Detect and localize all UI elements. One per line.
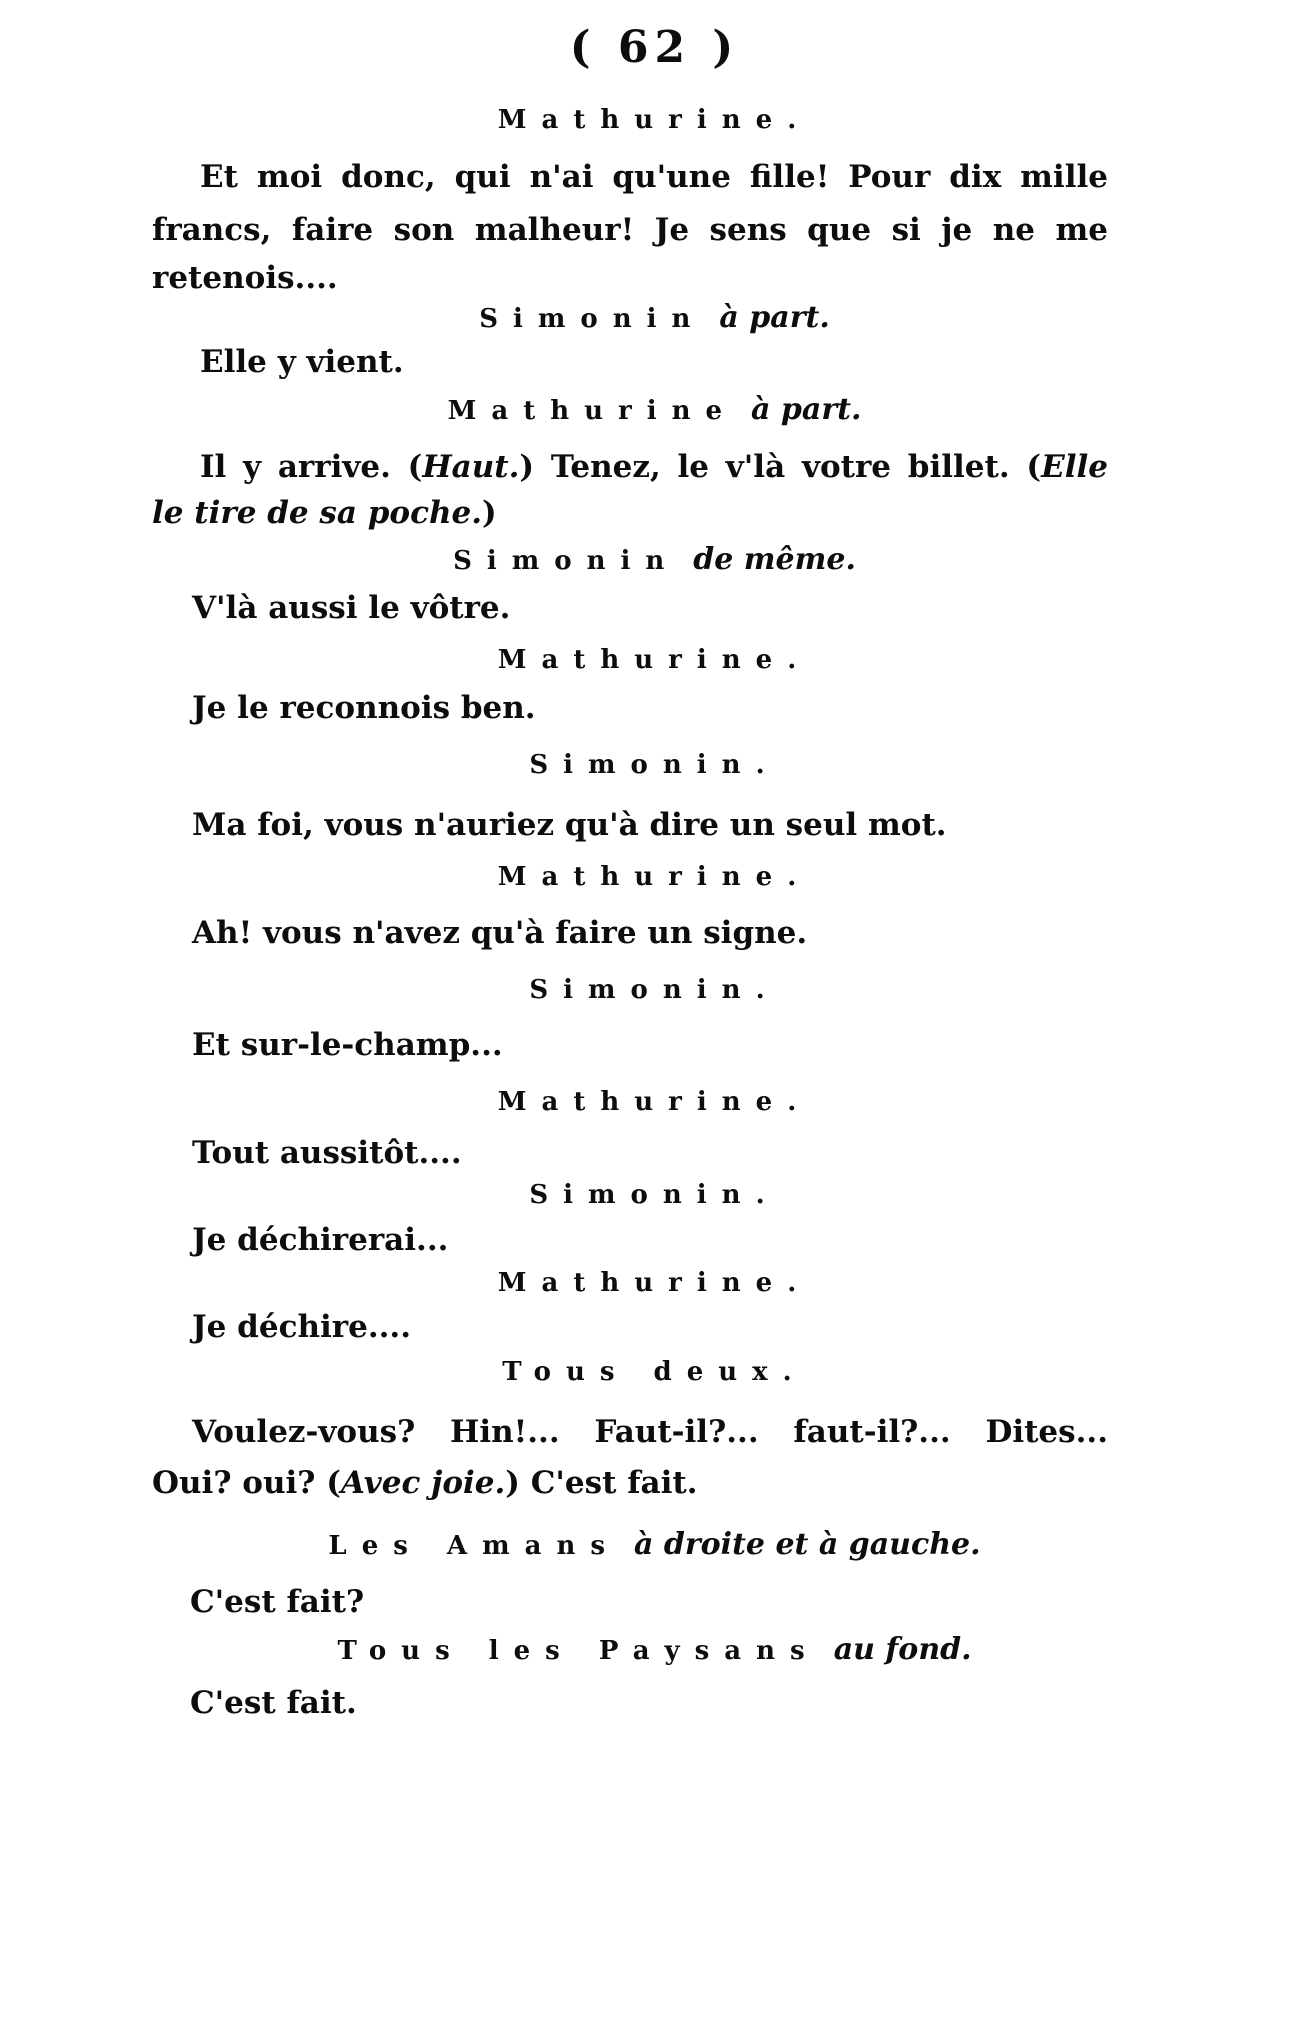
stage-direction: de même.	[693, 542, 856, 577]
speaker-heading: Mathurine.	[497, 862, 812, 892]
speaker-heading: Mathurine.	[497, 1087, 812, 1117]
speaker-heading: Simonin.	[529, 750, 780, 780]
speaker-heading: Mathurine.	[497, 645, 812, 675]
speaker-heading: Simonin.	[529, 1180, 780, 1210]
speaker-name: Les Amans	[328, 1531, 620, 1561]
dialogue-line: Je déchirerai...	[192, 1222, 449, 1258]
speaker-heading	[0, 1525, 1309, 1566]
speaker-name: Tous les Paysans	[337, 1636, 820, 1666]
dialogue-line: Ma foi, vous n'auriez qu'à dire un seul mot.	[192, 807, 947, 843]
dialogue-line: Il y arrive. (Haut.) Tenez, le v'là votre billet. (Elle	[200, 449, 1108, 485]
dialogue-line: Je déchire....	[192, 1309, 411, 1345]
dialogue-line: Et moi donc, qui n'ai qu'une fille! Pour dix mille	[200, 159, 1108, 195]
speaker-name: Simonin	[453, 546, 680, 576]
dialogue-line: Je le reconnois ben.	[192, 690, 536, 726]
dialogue-line: C'est fait?	[190, 1584, 365, 1620]
dialogue-line: Elle y vient.	[200, 344, 404, 380]
speaker-name: Mathurine	[447, 396, 738, 426]
stage-direction: au fond.	[833, 1632, 972, 1667]
dialogue-line: le tire de sa poche.)	[152, 495, 497, 531]
dialogue-line: Oui? oui? (Avec joie.) C'est fait.	[152, 1465, 698, 1501]
dialogue-line: Et sur-le-champ...	[192, 1027, 503, 1063]
stage-direction: à part.	[751, 392, 862, 427]
stage-direction: à droite et à gauche.	[634, 1527, 981, 1562]
dialogue-line: retenois....	[152, 260, 338, 296]
speaker-heading: Mathurine.	[497, 105, 812, 135]
dialogue-line: V'là aussi le vôtre.	[192, 590, 511, 626]
dialogue-line: Voulez-vous? Hin!... Faut-il?... faut-il?... Dites...	[192, 1414, 1108, 1450]
speaker-heading: Mathurine.	[497, 1268, 812, 1298]
speaker-heading	[0, 298, 1309, 339]
dialogue-line: Tout aussitôt....	[192, 1135, 462, 1171]
speaker-heading	[0, 540, 1309, 581]
stage-direction: à part.	[719, 300, 830, 335]
dialogue-line: francs, faire son malheur! Je sens que si je ne me	[152, 212, 1108, 248]
dialogue-line: C'est fait.	[190, 1685, 357, 1721]
page-number: ( 62 )	[569, 22, 740, 73]
speaker-heading: Simonin.	[529, 975, 780, 1005]
speaker-heading: Tous deux.	[502, 1357, 807, 1387]
speaker-heading	[0, 1630, 1309, 1671]
dialogue-line: Ah! vous n'avez qu'à faire un signe.	[192, 915, 808, 951]
speaker-name: Simonin	[479, 304, 706, 334]
speaker-heading	[0, 390, 1309, 431]
